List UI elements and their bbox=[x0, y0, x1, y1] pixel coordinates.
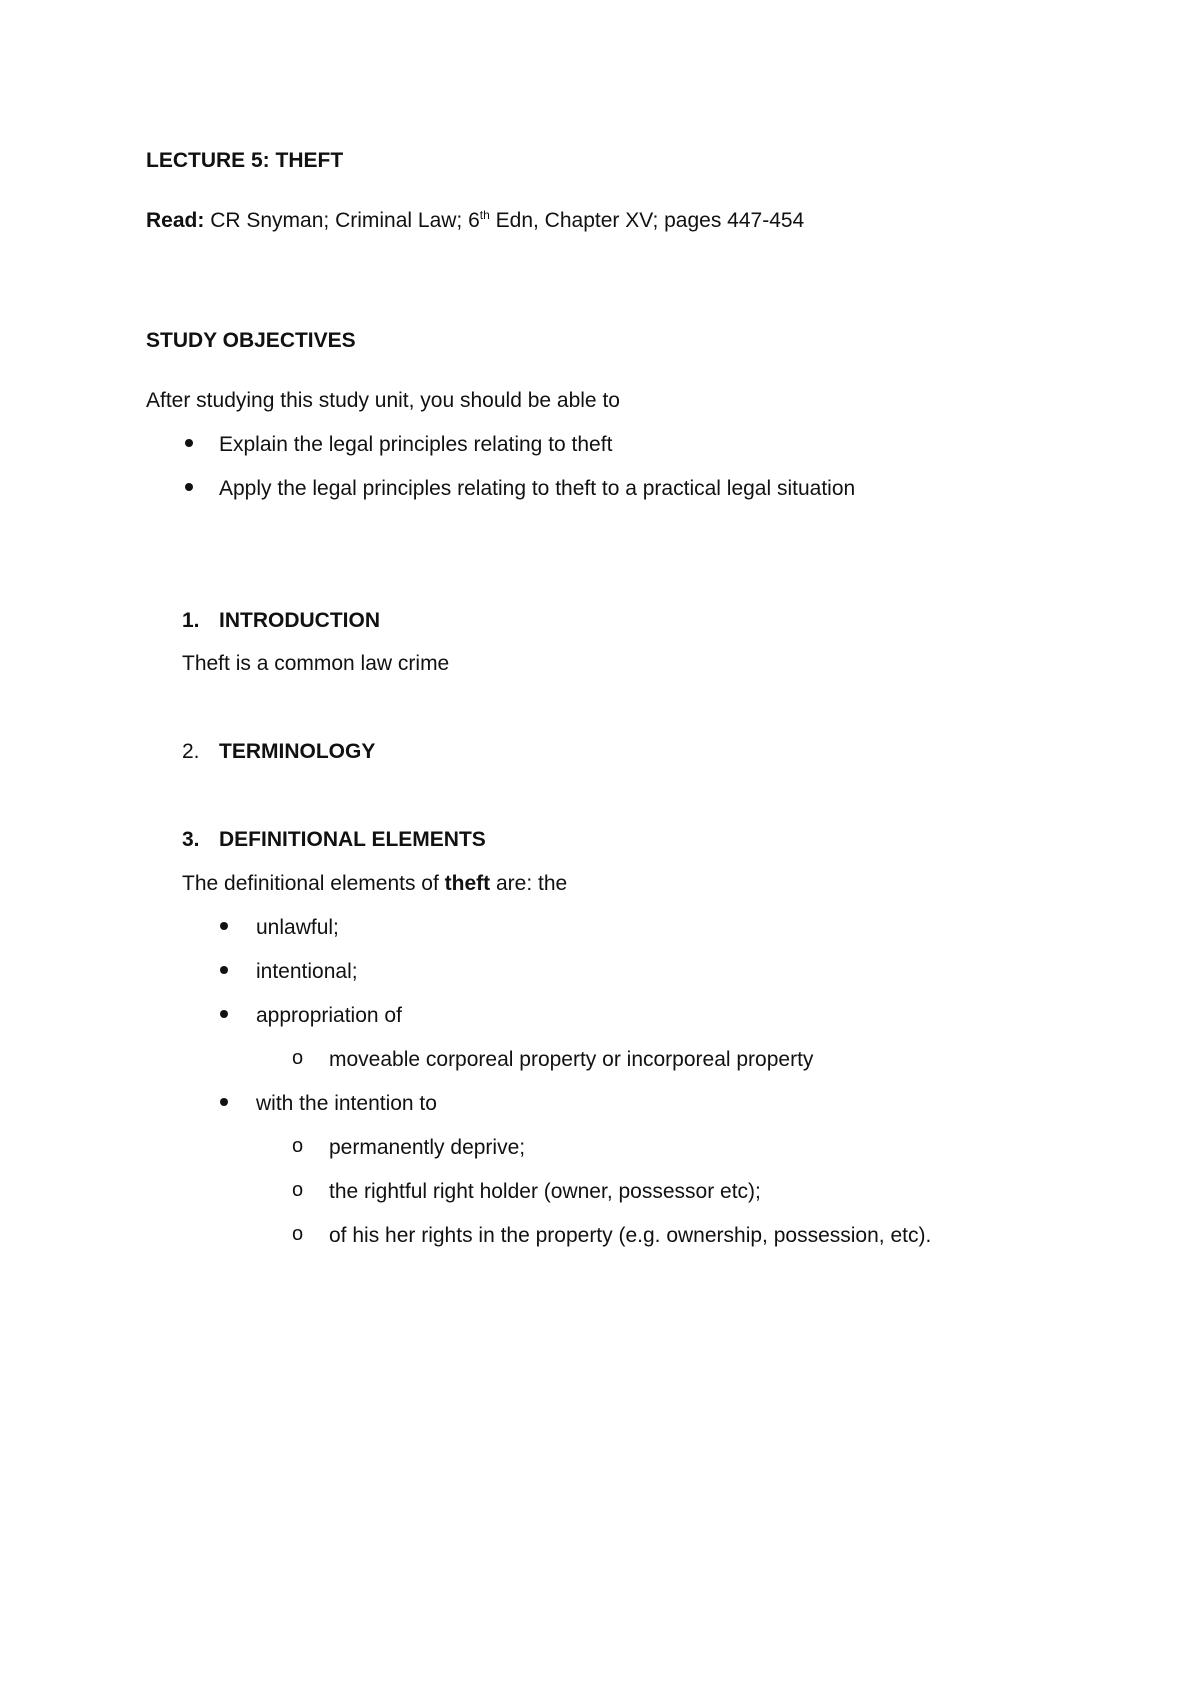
element-sub-item: permanently deprive; bbox=[329, 1136, 526, 1159]
objectives-intro: After studying this study unit, you should be able to bbox=[146, 389, 620, 412]
element-item: appropriation of bbox=[256, 1004, 402, 1027]
reading-label: Read: bbox=[146, 209, 205, 232]
section-number: 2. bbox=[182, 740, 200, 763]
bullet-icon bbox=[220, 922, 228, 930]
intro-text: are: the bbox=[490, 872, 568, 895]
bullet-icon bbox=[220, 1010, 228, 1018]
objective-item: Explain the legal principles relating to theft bbox=[219, 433, 613, 456]
sub-bullet-icon: o bbox=[292, 1179, 304, 1201]
reading-text-b: Edn, Chapter XV; pages 447-454 bbox=[489, 209, 805, 232]
element-sub-item: moveable corporeal property or incorporeal property bbox=[329, 1048, 814, 1071]
bullet-icon bbox=[185, 483, 193, 491]
section-heading-introduction: INTRODUCTION bbox=[219, 609, 380, 632]
section-heading-terminology: TERMINOLOGY bbox=[219, 740, 376, 763]
section-number: 3. bbox=[182, 828, 200, 851]
element-item: intentional; bbox=[256, 960, 358, 983]
sub-bullet-icon: o bbox=[292, 1135, 304, 1157]
objective-item: Apply the legal principles relating to theft to a practical legal situation bbox=[219, 477, 856, 500]
objectives-heading: STUDY OBJECTIVES bbox=[146, 329, 356, 352]
intro-bold-term: theft bbox=[444, 872, 491, 895]
reading-sup: th bbox=[479, 208, 490, 222]
element-sub-item: the rightful right holder (owner, possessor etc); bbox=[329, 1180, 761, 1203]
element-sub-item: of his her rights in the property (e.g. ownership, possession, etc). bbox=[329, 1224, 932, 1247]
element-item: unlawful; bbox=[256, 916, 339, 939]
document-title: LECTURE 5: THEFT bbox=[146, 149, 344, 172]
section-number: 1. bbox=[182, 609, 200, 632]
bullet-icon bbox=[220, 1098, 228, 1106]
element-item: with the intention to bbox=[256, 1092, 437, 1115]
reading-reference bbox=[146, 208, 804, 234]
bullet-icon bbox=[220, 966, 228, 974]
reading-text-a: CR Snyman; Criminal Law; 6 bbox=[204, 209, 480, 232]
definitional-intro bbox=[182, 871, 567, 897]
bullet-icon bbox=[185, 439, 193, 447]
sub-bullet-icon: o bbox=[292, 1223, 304, 1245]
section-body: Theft is a common law crime bbox=[182, 652, 450, 675]
section-heading-definitional-elements: DEFINITIONAL ELEMENTS bbox=[219, 828, 486, 851]
sub-bullet-icon: o bbox=[292, 1047, 304, 1069]
intro-text: The definitional elements of bbox=[182, 872, 445, 895]
